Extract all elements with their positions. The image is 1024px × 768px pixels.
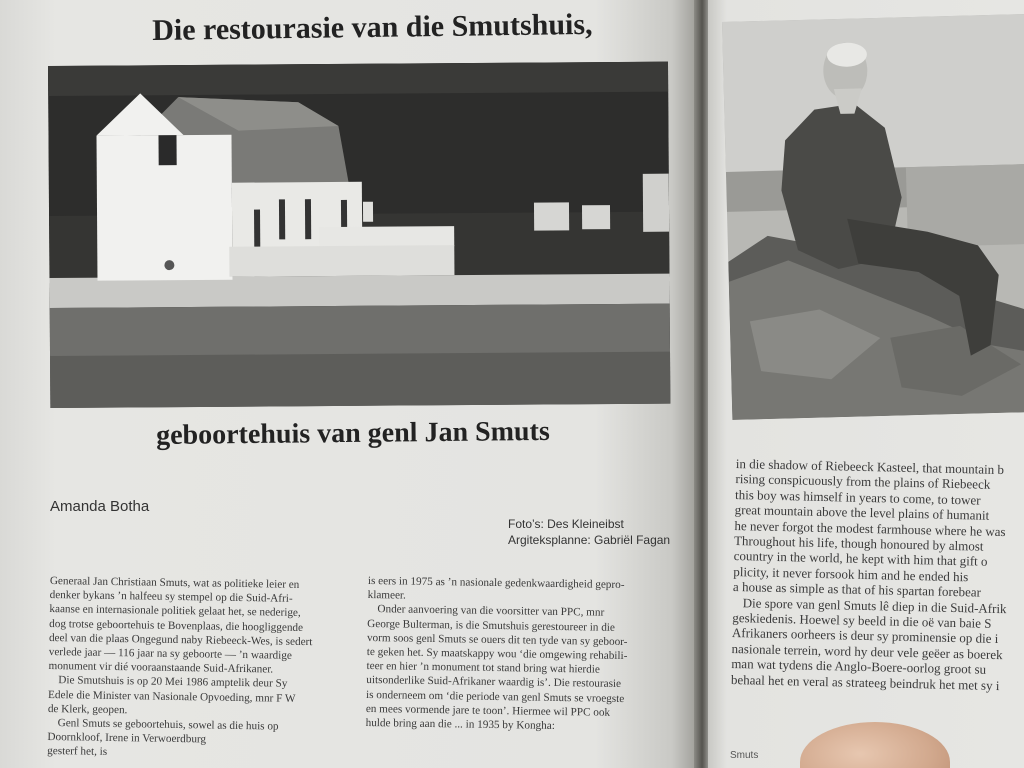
text-line: te geken het. Sy maatskappy wou ‘die omgewing rehabili- bbox=[366, 646, 628, 663]
text-line: Onder aanvoering van die voorsitter van PPC, mnr bbox=[377, 603, 605, 620]
text-line: vorm soos genl Smuts se ouers dit ten tyde van sy geboor- bbox=[366, 631, 628, 648]
credit-line: Foto’s: Des Kleineibst bbox=[508, 517, 624, 531]
text-line: deel van die plaas Ongegund naby Riebeeck-Wes, is sedert bbox=[48, 631, 313, 648]
author-byline: Amanda Botha bbox=[50, 498, 150, 515]
text-line: great mountain above the level plains of humanit bbox=[734, 502, 990, 523]
text-line: kaanse en internasionale politiek gelaat het, se nederige, bbox=[49, 603, 301, 620]
text-line: teer en hier ’n monument tot stand bring wat hierdie bbox=[366, 660, 600, 676]
text-line: is eers in 1975 as ’n nasionale gedenkwaardigheid gepro- bbox=[367, 574, 625, 592]
text-line: Generaal Jan Christiaan Smuts, wat as politieke leier en bbox=[49, 574, 300, 591]
text-line: Die spore van genl Smuts lê diep in die Suid-Afrik bbox=[742, 594, 1007, 616]
text-line: Edele die Minister van Nasionale Opvoeding, mnr F W bbox=[48, 688, 296, 705]
body-column-2 bbox=[366, 574, 684, 735]
text-line: Genl Smuts se geboortehuis, sowel as die huis op bbox=[57, 717, 279, 733]
text-line: nasionale terrein, word hy deur vele geëer as boerek bbox=[731, 640, 1003, 662]
text-line: en mees vormende jare te toon’. Hiermee wil PPC ook bbox=[365, 702, 611, 719]
article-title-top: Die restourasie van die Smutshuis, bbox=[152, 7, 593, 47]
text-line: geskiedenis. Hoewel sy beeld in die oë van baie S bbox=[732, 610, 992, 631]
text-line: Doornkloof, Irene in Verwoerdburg bbox=[47, 731, 207, 746]
text-line: dog trotse geboortehuis te Bovenplaas, die hoogliggende bbox=[49, 617, 304, 634]
text-line: a house as simple as that of his spartan forebear bbox=[732, 579, 982, 600]
credit-line: Argiteksplanne: Gabriël Fagan bbox=[508, 533, 671, 547]
text-line: uitsonderlike Suid-Afrikaner waardig is’. Die restourasie bbox=[366, 674, 622, 691]
photo-credits bbox=[508, 516, 670, 548]
text-line: rising conspicuously from the plains of Riebeeck bbox=[735, 471, 991, 493]
text-line: man wat tydens die Anglo-Boere-oorlog groot su bbox=[731, 656, 987, 678]
article-title-bottom: geboortehuis van genl Jan Smuts bbox=[156, 415, 550, 451]
body-column-right bbox=[731, 456, 1024, 694]
text-line: is onderneem om ‘die periode van genl Smuts se vroegste bbox=[366, 688, 625, 705]
text-line: in die shadow of Riebeeck Kasteel, that mountain b bbox=[735, 456, 1005, 478]
text-line: behaal het en veral as strateeg beindruk het met sy i bbox=[730, 671, 1000, 693]
text-line: plicity, it never forsook him and he ended his bbox=[733, 563, 969, 585]
text-line: he never forgot the modest farmhouse where he was bbox=[734, 517, 1006, 539]
text-line: Throughout his life, though honoured by almost bbox=[733, 533, 984, 554]
house-photo bbox=[48, 62, 670, 408]
footer-mark: Smuts bbox=[730, 750, 759, 761]
text-line: klameer. bbox=[367, 589, 406, 602]
text-line: gesterf het, is bbox=[47, 745, 108, 759]
text-line: de Klerk, geopen. bbox=[47, 702, 128, 717]
text-line: denker bykans ’n halfeeu sy stempel op die Suid-Afri- bbox=[49, 589, 293, 606]
text-line: country in the world, he kept with him that gift o bbox=[733, 548, 988, 570]
smuts-portrait-photo bbox=[722, 14, 1024, 420]
text-line: hulde bring aan die ... in 1935 by Kongha: bbox=[365, 717, 555, 732]
right-page bbox=[708, 0, 1024, 768]
text-line: verlede jaar — 116 jaar na sy geboorte — ’n waardige bbox=[48, 646, 292, 662]
body-column-1 bbox=[47, 574, 368, 764]
text-line: monument vir dié vooraanstaande Suid-Afrikaner. bbox=[48, 660, 274, 676]
text-line: this boy was himself in years to come, to tower bbox=[734, 486, 981, 508]
text-line: Afrikaners oorheers is deur sy prominensie op die i bbox=[731, 625, 999, 647]
text-line: Die Smutshuis is op 20 Mei 1986 amptelik deur Sy bbox=[58, 674, 288, 691]
text-line: George Bulterman, is die Smutshuis gerestoureer in die bbox=[367, 617, 616, 634]
